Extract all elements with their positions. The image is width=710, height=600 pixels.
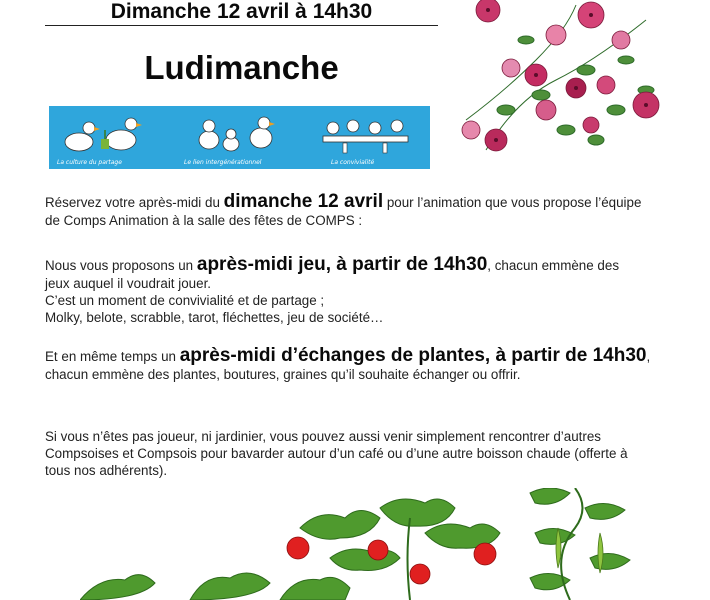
banner-caption-2: Le lien intergénérationnel <box>184 159 262 166</box>
intro-date-highlight: dimanche 12 avril <box>223 191 384 212</box>
games-line2: C’est un moment de convivialité et de partage ; <box>45 293 325 308</box>
plants-paragraph <box>45 346 655 383</box>
banner-panel-sharing <box>49 106 176 169</box>
intro-lead: Réservez votre après-midi du <box>45 195 220 210</box>
banner-panel-generations <box>176 106 303 169</box>
event-title: Ludimanche <box>144 49 339 86</box>
association-banner <box>49 106 430 169</box>
social-paragraph: Si vous n’êtes pas joueur, ni jardinier, vous pouvez aussi venir simplement rencontrer d’autres Compsoises et Compsois pour bavarder autour d’un café ou d’une autre boisson chaude (offerte à tous nos adhérents). <box>45 429 628 478</box>
games-paragraph <box>45 255 645 326</box>
intro-rest: pour l’animation que vous propose l’équipe de Comps Animation à la salle des fêtes de COMPS : <box>45 195 642 228</box>
plants-highlight: après-midi d’échanges de plantes, à partir de 14h30 <box>179 345 647 366</box>
games-rest: , chacun emmène des jeux auquel il voudrait jouer. <box>45 258 620 291</box>
intro-paragraph <box>45 192 645 229</box>
plants-lead: Et en même temps un <box>45 349 176 364</box>
petunia-flowers-illustration <box>446 0 666 165</box>
banner-caption-1: La culture du partage <box>57 159 122 166</box>
banner-caption-3: La convivialité <box>331 159 375 166</box>
games-highlight: après-midi jeu, à partir de 14h30 <box>196 254 488 275</box>
vegetable-garden-illustration <box>80 488 680 600</box>
plants-rest: , chacun emmène des plantes, boutures, graines qu’il souhaite échanger ou offrir. <box>45 349 651 382</box>
games-line3: Molky, belote, scrabble, tarot, fléchettes, jeu de société… <box>45 310 384 325</box>
banner-panel-conviviality <box>303 106 430 169</box>
event-date-heading: Dimanche 12 avril à 14h30 <box>45 0 438 26</box>
games-lead: Nous vous proposons un <box>45 258 194 273</box>
